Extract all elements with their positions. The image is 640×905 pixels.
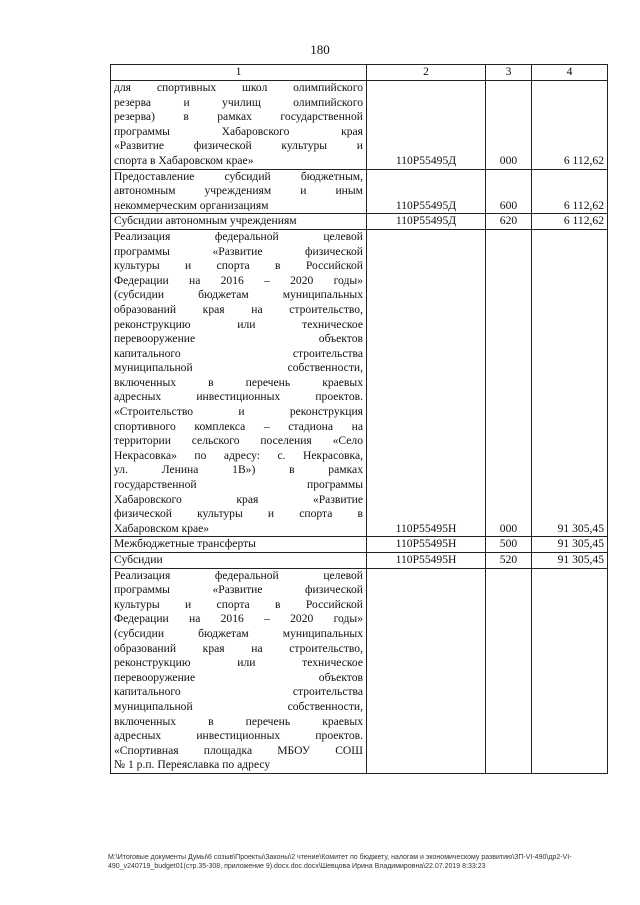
row-amount — [532, 568, 608, 773]
row-description — [111, 568, 367, 773]
table-row — [111, 553, 608, 569]
description-line: спорта в Хабаровском крае» — [114, 153, 254, 167]
description-line: «Строительство и реконструкция — [114, 405, 363, 419]
description-line: капитального строительства — [114, 346, 363, 360]
description-line: программы «Развитие физической — [114, 244, 363, 258]
row-target-code — [367, 568, 486, 773]
description-line: перевооружение объектов — [114, 332, 363, 346]
description-line: Федерации на 2016 – 2020 годы» — [114, 612, 363, 626]
description-line: государственной программы — [114, 478, 363, 492]
description-line: для спортивных школ олимпийского — [114, 81, 363, 94]
table-row — [111, 214, 608, 230]
row-description — [111, 169, 367, 214]
table-row — [111, 537, 608, 553]
description-line: реконструкцию или техническое — [114, 317, 363, 331]
description-line: Хабаровском крае» — [114, 521, 210, 535]
description-line: Субсидии — [114, 553, 163, 566]
description-line: Предоставление субсидий бюджетным, — [114, 169, 363, 183]
table-row — [111, 229, 608, 536]
header-col-3: 3 — [486, 65, 532, 81]
description-line: (субсидии бюджетам муниципальных — [114, 288, 363, 302]
description-line: перевооружение объектов — [114, 670, 363, 684]
row-target-code: 110Р55495Д — [367, 169, 486, 214]
description-line: Федерации на 2016 – 2020 годы» — [114, 273, 363, 287]
row-expense-type: 600 — [486, 169, 532, 214]
row-amount: 91 305,45 — [532, 537, 608, 553]
row-target-code: 110Р55495Н — [367, 229, 486, 536]
description-line: «Спортивная площадка МБОУ СОШ — [114, 743, 363, 757]
description-line: программы «Развитие физической — [114, 583, 363, 597]
row-expense-type: 620 — [486, 214, 532, 230]
row-description — [111, 214, 367, 230]
header-col-1: 1 — [111, 65, 367, 81]
row-description — [111, 81, 367, 170]
table-header-row — [111, 65, 608, 81]
table-row — [111, 81, 608, 170]
description-line: Субсидии автономным учреждениям — [114, 214, 297, 228]
row-expense-type: 000 — [486, 229, 532, 536]
file-path-footer: M:\Итоговые документы Думы\6 созыв\Проекты\Законы\2 чтение\Комитет по бюджету, налогам и экономическому развитию\ЗП-VI-490\др2-VI-490_v240719_budget01(стр.35-308, приложение 9).docx.doc.docx\Шевцова Ирина Владимировна\22.07.2019 8:33:23 — [108, 854, 572, 870]
description-line: муниципальной собственности, — [114, 699, 363, 713]
header-col-4: 4 — [532, 65, 608, 81]
row-target-code: 110Р55495Д — [367, 214, 486, 230]
description-line: (субсидии бюджетам муниципальных — [114, 626, 363, 640]
description-line: Хабаровского края «Развитие — [114, 492, 363, 506]
table-row — [111, 169, 608, 214]
row-expense-type: 500 — [486, 537, 532, 553]
description-line: образований края на строительство, — [114, 641, 363, 655]
row-expense-type — [486, 568, 532, 773]
description-line: «Развитие физической культуры и — [114, 139, 363, 153]
description-line: культуры и спорта в Российской — [114, 597, 363, 611]
description-line: Межбюджетные трансферты — [114, 537, 256, 551]
page-number: 180 — [310, 42, 330, 57]
description-line: капитального строительства — [114, 685, 363, 699]
row-description — [111, 229, 367, 536]
row-amount: 91 305,45 — [532, 553, 608, 569]
row-target-code: 110Р55495Д — [367, 81, 486, 170]
description-line: спортивного комплекса – стадиона на — [114, 419, 363, 433]
row-target-code: 110Р55495Н — [367, 537, 486, 553]
description-line: территории сельского поселения «Село — [114, 434, 363, 448]
description-line: программы Хабаровского края — [114, 124, 363, 138]
description-line: Реализация федеральной целевой — [114, 568, 363, 582]
budget-table — [110, 64, 608, 774]
description-line: включенных в перечень краевых — [114, 714, 363, 728]
row-amount: 6 112,62 — [532, 214, 608, 230]
description-line: адресных инвестиционных проектов. — [114, 729, 363, 743]
description-line: некоммерческим организациям — [114, 198, 269, 212]
description-line: адресных инвестиционных проектов. — [114, 390, 363, 404]
row-amount: 91 305,45 — [532, 229, 608, 536]
description-line: образований края на строительство, — [114, 302, 363, 316]
row-expense-type: 520 — [486, 553, 532, 569]
description-line: резерва и училищ олимпийского — [114, 95, 363, 109]
description-line: Реализация федеральной целевой — [114, 229, 363, 243]
row-amount: 6 112,62 — [532, 169, 608, 214]
description-line: физической культуры и спорта в — [114, 507, 363, 521]
row-expense-type: 000 — [486, 81, 532, 170]
description-line: муниципальной собственности, — [114, 361, 363, 375]
description-line: реконструкцию или техническое — [114, 656, 363, 670]
row-description — [111, 553, 367, 569]
row-target-code: 110Р55495Н — [367, 553, 486, 569]
description-line: включенных в перечень краевых — [114, 375, 363, 389]
table-row — [111, 568, 608, 773]
row-amount: 6 112,62 — [532, 81, 608, 170]
description-line: № 1 р.п. Переяславка по адресу — [114, 758, 271, 772]
description-line: автономным учреждениям и иным — [114, 184, 363, 198]
description-line: ул. Ленина 1В») в рамках — [114, 463, 363, 477]
description-line: Некрасовка» по адресу: с. Некрасовка, — [114, 448, 363, 462]
header-col-2: 2 — [367, 65, 486, 81]
description-line: резерва) в рамках государственной — [114, 110, 363, 124]
description-line: культуры и спорта в Российской — [114, 259, 363, 273]
row-description — [111, 537, 367, 553]
